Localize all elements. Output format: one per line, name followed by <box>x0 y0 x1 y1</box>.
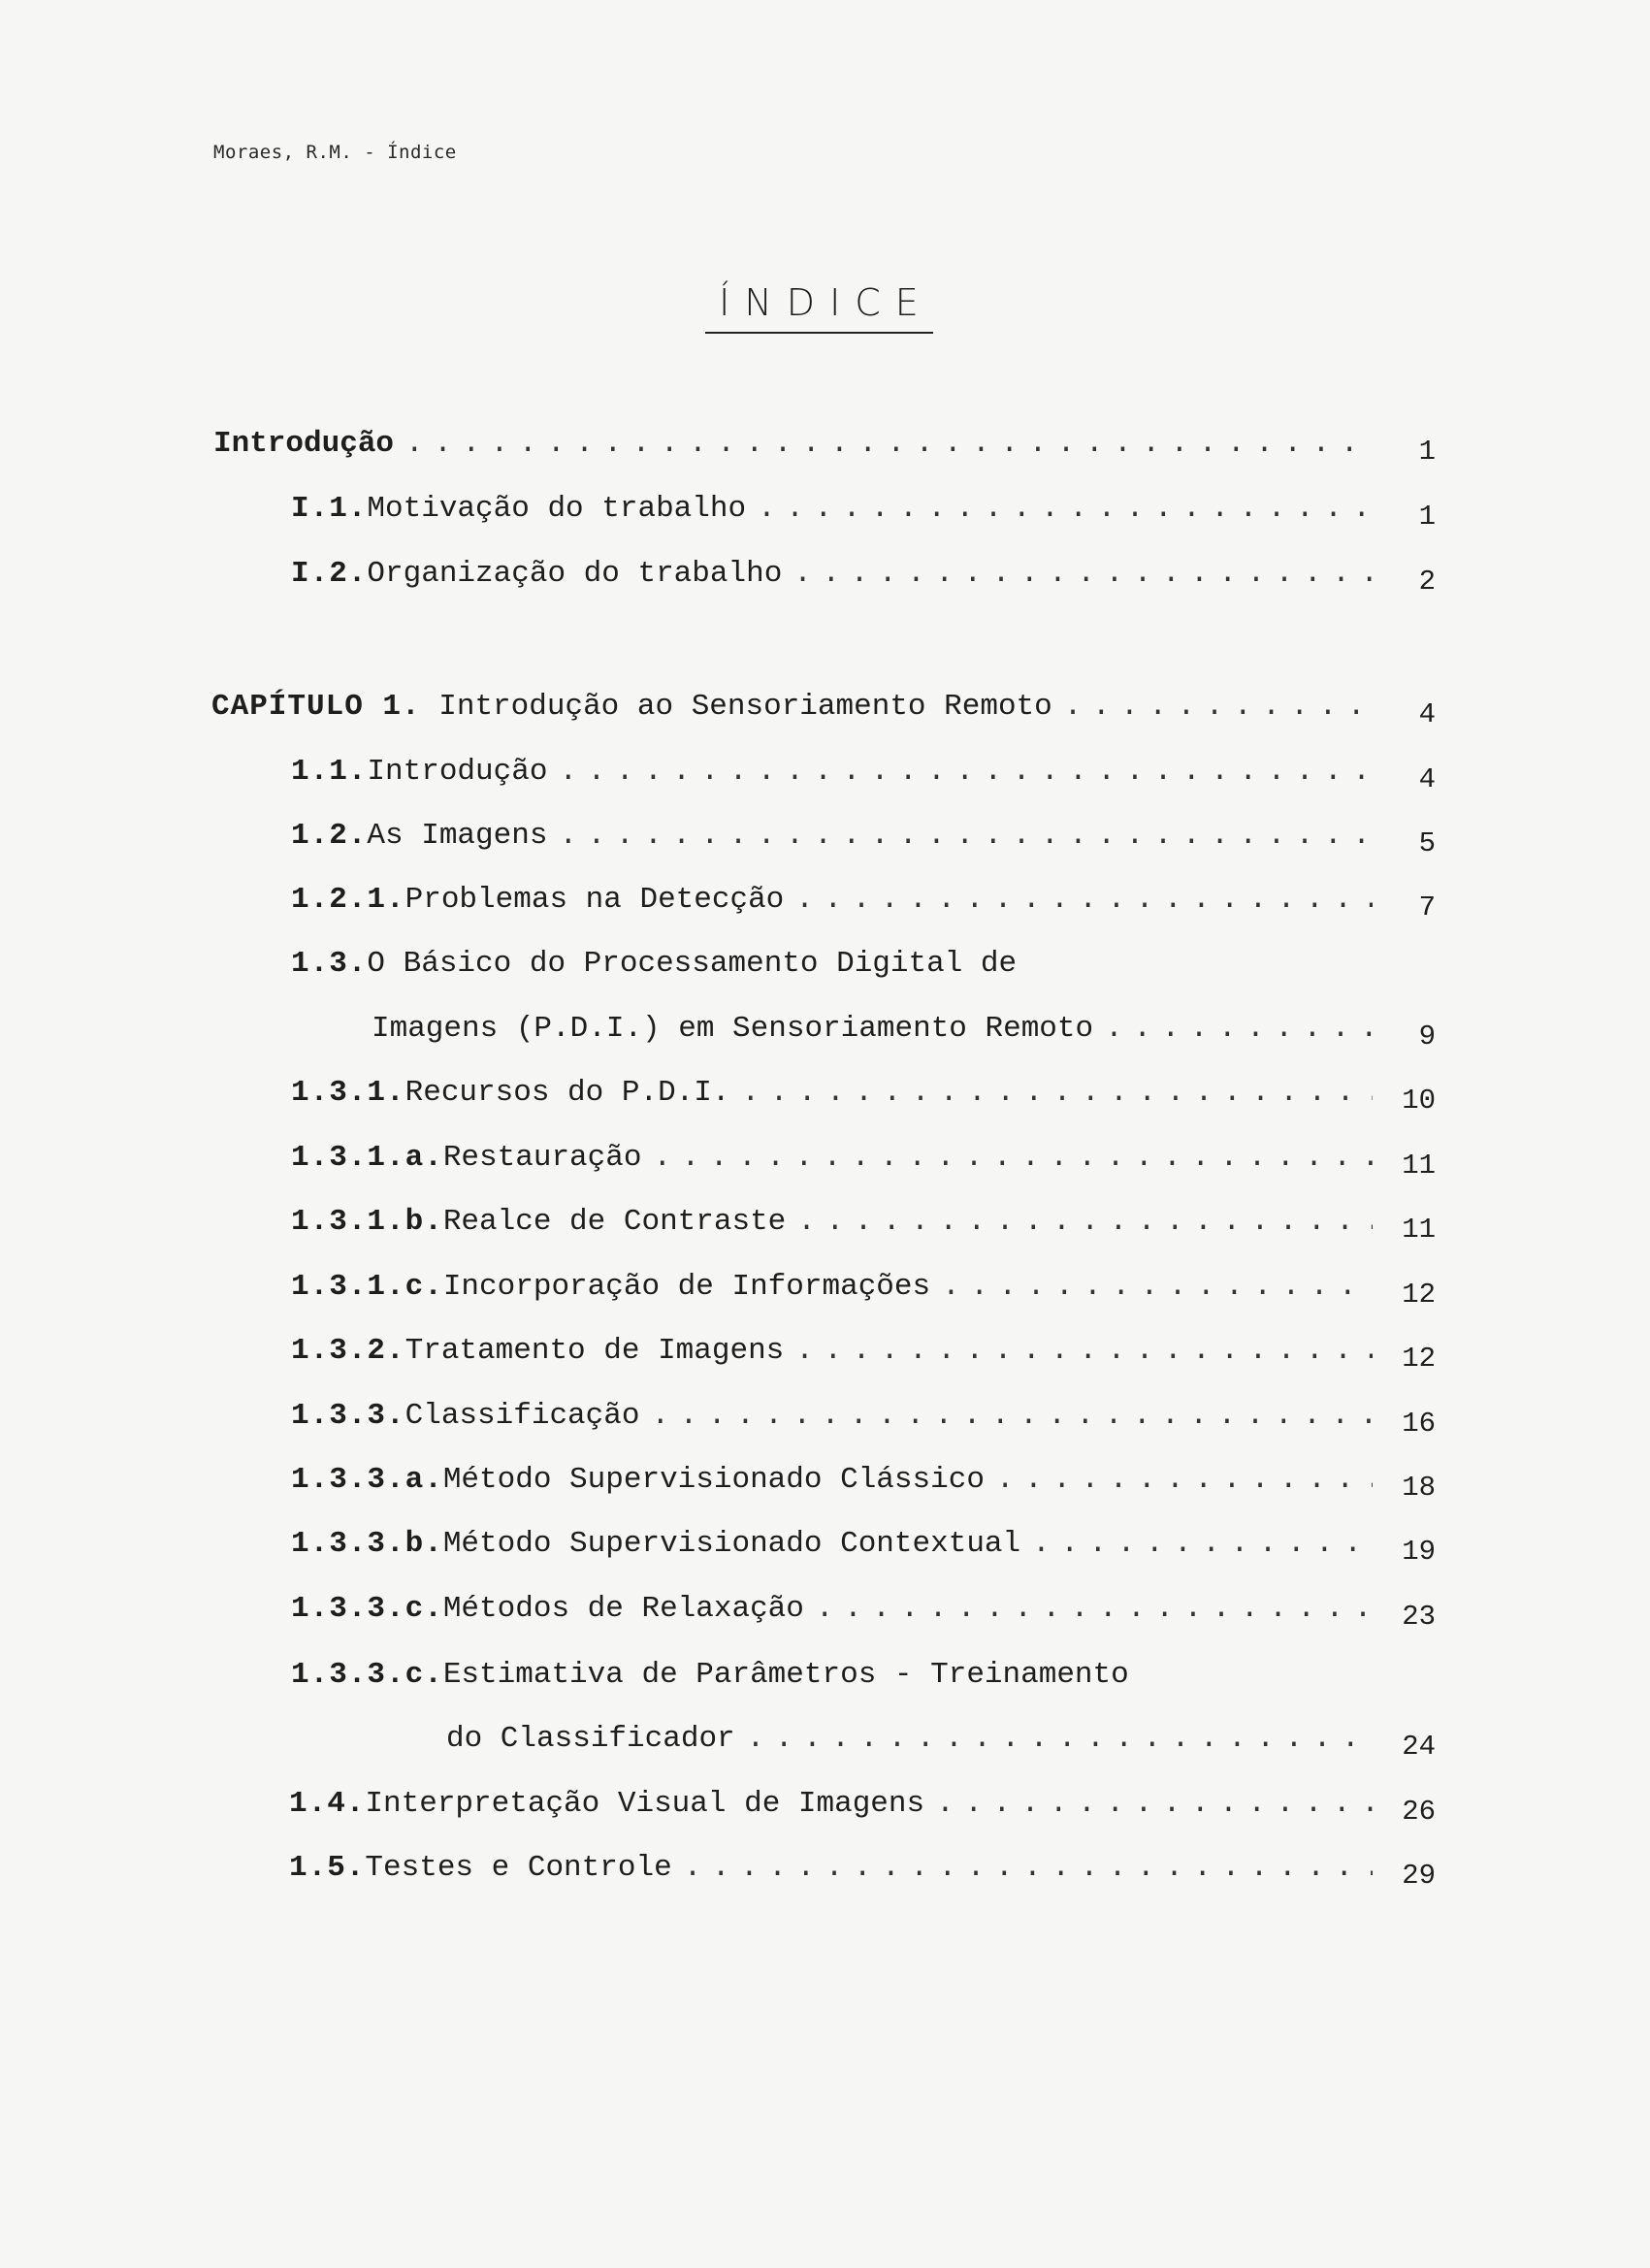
toc-entry[interactable] <box>291 879 1376 922</box>
dot-leader <box>747 1718 1373 1761</box>
toc-entry[interactable] <box>291 1137 1376 1180</box>
toc-entry[interactable] <box>291 1654 1129 1697</box>
dot-leader <box>651 1395 1373 1438</box>
toc-page-number: 4 <box>1418 698 1436 730</box>
toc-entry[interactable] <box>211 686 1376 729</box>
toc-entry[interactable] <box>291 1395 1376 1438</box>
toc-number: 1.4. <box>289 1787 366 1821</box>
toc-row <box>0 488 1650 531</box>
running-header: Moraes, R.M. - Índice <box>213 142 457 163</box>
toc-page-number: 19 <box>1402 1536 1436 1568</box>
toc-label: Métodos de Relaxação <box>442 1592 804 1626</box>
toc-row <box>0 1137 1650 1180</box>
toc-entry[interactable] <box>291 488 1376 531</box>
toc-label: Método Supervisionado Clássico <box>442 1463 985 1497</box>
toc-entry[interactable] <box>291 1523 1376 1566</box>
toc-entry[interactable] <box>291 1588 1376 1631</box>
toc-page-number: 12 <box>1402 1343 1436 1375</box>
page-title: ÍNDICE <box>705 281 933 334</box>
toc-row <box>0 1072 1650 1115</box>
toc-row <box>0 751 1650 794</box>
toc-label: Estimativa de Parâmetros - Treinamento <box>442 1658 1129 1692</box>
toc-row <box>0 943 1650 986</box>
toc-page-number: 2 <box>1418 566 1436 598</box>
toc-number: 1.3. <box>291 947 368 981</box>
toc-page-number: 1 <box>1418 501 1436 533</box>
toc-number: 1.3.1.b. <box>291 1205 443 1239</box>
toc-entry[interactable] <box>291 1459 1376 1502</box>
dot-leader <box>741 1072 1373 1115</box>
toc-entry[interactable] <box>291 1330 1376 1373</box>
toc-entry[interactable] <box>213 423 1376 466</box>
toc-row <box>0 1266 1650 1309</box>
toc-label: As Imagens <box>367 819 548 853</box>
toc-row <box>0 553 1650 596</box>
dot-leader <box>795 879 1373 922</box>
toc-number: 1.3.1.c. <box>291 1270 443 1304</box>
toc-page-number: 12 <box>1402 1279 1436 1311</box>
toc-page-number: 7 <box>1418 891 1436 923</box>
toc-label: Realce de Contraste <box>442 1205 787 1239</box>
toc-number: 1.3.3. <box>291 1399 405 1433</box>
toc-page-number: 9 <box>1418 1021 1436 1053</box>
dot-leader <box>684 1847 1373 1890</box>
dot-leader <box>942 1266 1373 1309</box>
toc-page-number: 1 <box>1418 436 1436 468</box>
toc-number: 1.3.1.a. <box>291 1141 443 1175</box>
dot-leader <box>1064 686 1373 729</box>
toc-row-continuation <box>0 1008 1650 1051</box>
toc-number: I.2. <box>291 557 368 591</box>
toc-entry[interactable] <box>291 553 1376 596</box>
toc-entry[interactable] <box>291 1072 1376 1115</box>
toc-number: 1.3.3.b. <box>291 1527 443 1561</box>
toc-number: I.1. <box>291 492 368 526</box>
toc-number: 1.3.3.c. <box>291 1658 443 1692</box>
toc-number: 1.3.3.c. <box>291 1592 443 1626</box>
chapter-number: CAPÍTULO 1. <box>211 690 421 724</box>
toc-page-number: 16 <box>1402 1408 1436 1440</box>
toc-row <box>0 1523 1650 1566</box>
toc-label: Introdução ao Sensoriamento Remoto <box>438 690 1052 724</box>
toc-label: Recursos do P.D.I. <box>404 1076 730 1110</box>
toc-row <box>0 1201 1650 1244</box>
toc-entry[interactable] <box>372 1008 1376 1051</box>
dot-leader <box>1032 1523 1373 1566</box>
toc-number: 1.5. <box>289 1851 366 1885</box>
dot-leader <box>793 553 1373 596</box>
dot-leader <box>405 423 1373 466</box>
toc-label: Problemas na Detecção <box>404 883 785 917</box>
toc-entry[interactable] <box>289 1783 1376 1826</box>
toc-entry[interactable] <box>289 1847 1376 1890</box>
toc-row <box>0 879 1650 922</box>
toc-page-number: 29 <box>1402 1860 1436 1892</box>
toc-row <box>0 1330 1650 1373</box>
toc-row <box>0 815 1650 858</box>
toc-label: Motivação do trabalho <box>367 492 747 526</box>
toc-entry[interactable] <box>291 1201 1376 1244</box>
toc-page-number: 24 <box>1402 1731 1436 1763</box>
toc-number: 1.2.1. <box>291 883 405 917</box>
toc-label: Tratamento de Imagens <box>404 1334 785 1368</box>
toc-page-number: 11 <box>1402 1150 1436 1182</box>
toc-row <box>0 1847 1650 1890</box>
toc-page-number: 10 <box>1402 1085 1436 1117</box>
toc-entry[interactable] <box>291 943 1017 986</box>
toc-page-number: 23 <box>1402 1601 1436 1633</box>
toc-page-number: 4 <box>1418 763 1436 795</box>
toc-label: Restauração <box>442 1141 642 1175</box>
toc-number: 1.1. <box>291 755 368 789</box>
dot-leader <box>795 1330 1373 1373</box>
toc-number: 1.2. <box>291 819 368 853</box>
toc-entry[interactable] <box>446 1718 1376 1761</box>
toc-label: Testes e Controle <box>365 1851 672 1885</box>
toc-label: Imagens (P.D.I.) em Sensoriamento Remoto <box>372 1012 1094 1046</box>
toc-number: 1.3.2. <box>291 1334 405 1368</box>
toc-label: Interpretação Visual de Imagens <box>365 1787 925 1821</box>
toc-row <box>0 1395 1650 1438</box>
toc-label: Classificação <box>404 1399 640 1433</box>
toc-row <box>0 1459 1650 1502</box>
toc-label: Método Supervisionado Contextual <box>442 1527 1021 1561</box>
dot-leader <box>797 1201 1373 1244</box>
dot-leader <box>996 1459 1373 1502</box>
toc-row <box>0 1783 1650 1826</box>
toc-label: Organização do trabalho <box>367 557 783 591</box>
dot-leader <box>936 1783 1373 1826</box>
toc-entry[interactable] <box>291 815 1376 858</box>
dot-leader <box>758 488 1373 531</box>
toc-label: do Classificador <box>446 1722 735 1756</box>
toc-row <box>0 1654 1650 1697</box>
toc-number: 1.3.1. <box>291 1076 405 1110</box>
dot-leader <box>653 1137 1373 1180</box>
toc-row-continuation <box>0 1718 1650 1761</box>
toc-row-intro <box>0 423 1650 466</box>
toc-entry[interactable] <box>291 1266 1376 1309</box>
toc-number: 1.3.3.a. <box>291 1463 443 1497</box>
toc-label: Incorporação de Informações <box>442 1270 931 1304</box>
toc-entry[interactable] <box>291 751 1376 794</box>
dot-leader <box>1105 1008 1373 1051</box>
toc-label: Introdução <box>213 427 395 461</box>
dot-leader <box>559 751 1373 794</box>
toc-row <box>0 1588 1650 1631</box>
dot-leader <box>559 815 1373 858</box>
toc-label: O Básico do Processamento Digital de <box>367 947 1018 981</box>
toc-row-chapter <box>0 686 1650 729</box>
toc-page-number: 18 <box>1402 1472 1436 1504</box>
toc-page-number: 11 <box>1402 1214 1436 1246</box>
toc-page-number: 26 <box>1402 1796 1436 1828</box>
toc-page-number: 5 <box>1418 827 1436 859</box>
toc-label: Introdução <box>367 755 548 789</box>
dot-leader <box>816 1588 1373 1631</box>
